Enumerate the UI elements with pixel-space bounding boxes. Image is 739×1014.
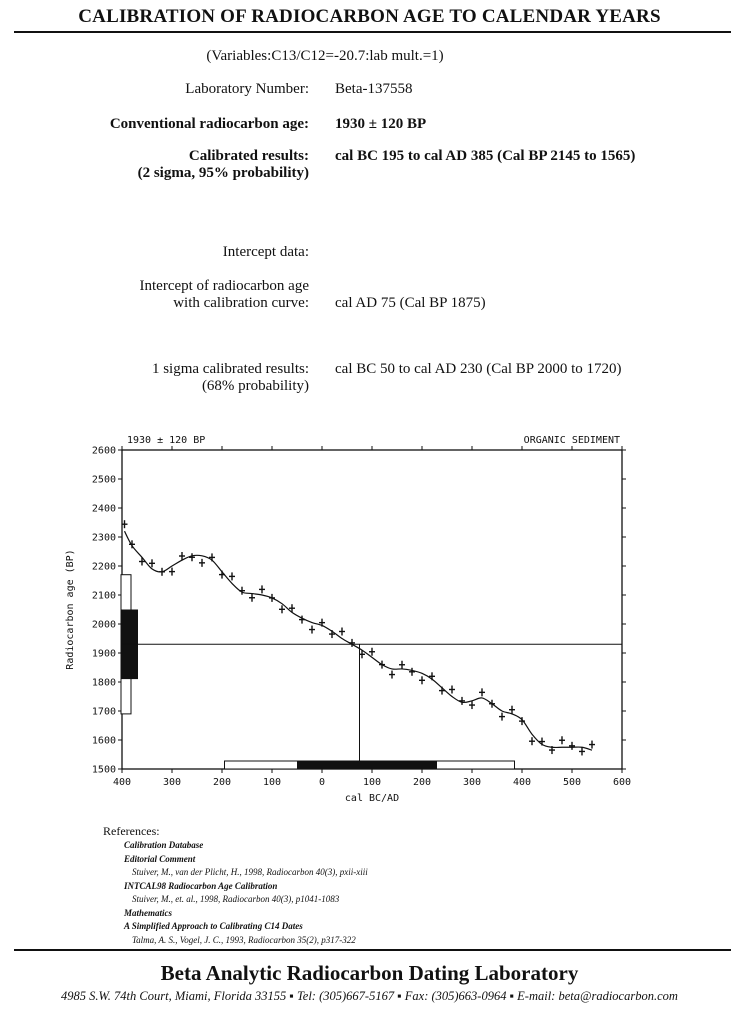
y-tick-label: 1700 bbox=[91, 706, 116, 718]
reference-title: Calibration Database bbox=[124, 840, 204, 850]
lab-number-label: Laboratory Number: bbox=[185, 81, 309, 97]
reference-title: Editorial Comment bbox=[124, 853, 196, 864]
y-tick-label: 2400 bbox=[91, 503, 116, 515]
x-tick-label: 400 bbox=[512, 777, 532, 788]
one-sigma-sublabel: (68% probability) bbox=[201, 378, 309, 394]
reference-title: Mathematics bbox=[124, 907, 173, 918]
y-tick-label: 2200 bbox=[91, 561, 116, 573]
intercept-value: cal AD 75 (Cal BP 1875) bbox=[335, 295, 486, 311]
reference-citation: Stuiver, M., van der Plicht, H., 1998, Radiocarbon 40(3), pxii-xiii bbox=[132, 867, 368, 877]
y-tick-label: 2300 bbox=[91, 532, 116, 544]
lab-name: Beta Analytic Radiocarbon Dating Laboratory bbox=[160, 961, 579, 985]
x-tick-label: 600 bbox=[612, 777, 632, 788]
x-tick-label: 200 bbox=[412, 777, 432, 788]
y-tick-label: 1600 bbox=[91, 735, 116, 747]
reference-citation: Talma, A. S., Vogel, J. C., 1993, Radiocarbon 35(2), p317-322 bbox=[132, 934, 356, 945]
x-axis-label: cal BC/AD bbox=[344, 793, 400, 804]
one-sigma-value: cal BC 50 to cal AD 230 (Cal BP 2000 to 1720) bbox=[335, 361, 622, 377]
x-tick-label: 400 bbox=[112, 777, 132, 788]
x-tick-label: 100 bbox=[262, 777, 282, 788]
x-tick-label: 200 bbox=[212, 777, 232, 788]
x-tick-label: 500 bbox=[562, 777, 582, 788]
y-tick-label: 2000 bbox=[91, 619, 116, 631]
y-tick-label: 1900 bbox=[91, 648, 116, 660]
chart-top-right-label: ORGANIC SEDIMENT bbox=[523, 435, 620, 446]
y-tick-label: 2500 bbox=[91, 474, 116, 486]
chart-top-left-label: 1930 ± 120 BP bbox=[127, 435, 206, 446]
one-sigma-calendar-bar bbox=[297, 761, 437, 769]
x-tick-label: 100 bbox=[362, 777, 382, 788]
x-tick-label: 0 bbox=[318, 777, 326, 788]
intercept-heading: Intercept data: bbox=[222, 244, 309, 260]
x-tick-label: 300 bbox=[462, 777, 482, 788]
calibrated-value: cal BC 195 to cal AD 385 (Cal BP 2145 to 1565) bbox=[335, 148, 636, 164]
reference-citation: Stuiver, M., et. al., 1998, Radiocarbon 40(3), p1041-1083 bbox=[132, 894, 340, 904]
y-tick-label: 1500 bbox=[91, 764, 116, 776]
variables-line: (Variables:C13/C12=-20.7:lab mult.=1) bbox=[206, 48, 444, 64]
lab-number-value: Beta-137558 bbox=[335, 81, 413, 97]
calibration-chart bbox=[0, 428, 739, 808]
lab-address: 4985 S.W. 74th Court, Miami, Florida 33155 ▪ Tel: (305)667-5167 ▪ Fax: (305)663-0964 ▪ E-mail: beta@radiocarbon.com bbox=[61, 989, 678, 1003]
plot-frame bbox=[122, 450, 622, 769]
reference-title: A Simplified Approach to Calibrating C14 Dates bbox=[124, 921, 303, 931]
header-rule bbox=[14, 31, 731, 33]
reference-title: INTCAL98 Radiocarbon Age Calibration bbox=[124, 880, 278, 891]
page-title: CALIBRATION OF RADIOCARBON AGE TO CALENDAR YEARS bbox=[78, 6, 661, 27]
calibrated-sublabel: (2 sigma, 95% probability) bbox=[137, 165, 309, 181]
intercept-label: Intercept of radiocarbon age bbox=[139, 278, 309, 294]
y-axis-label: Radiocarbon age (BP) bbox=[65, 549, 76, 670]
y-tick-label: 2600 bbox=[91, 445, 116, 457]
y-tick-label: 1800 bbox=[91, 677, 116, 689]
x-tick-label: 300 bbox=[162, 777, 182, 788]
y-tick-label: 2100 bbox=[91, 590, 116, 602]
conventional-age-value: 1930 ± 120 BP bbox=[335, 116, 427, 132]
one-sigma-label: 1 sigma calibrated results: bbox=[151, 361, 309, 377]
references-heading: References: bbox=[103, 824, 160, 838]
footer-rule bbox=[14, 949, 731, 951]
intercept-sublabel: with calibration curve: bbox=[173, 295, 309, 311]
conventional-age-label: Conventional radiocarbon age: bbox=[109, 116, 309, 132]
calibrated-label: Calibrated results: bbox=[188, 148, 309, 164]
